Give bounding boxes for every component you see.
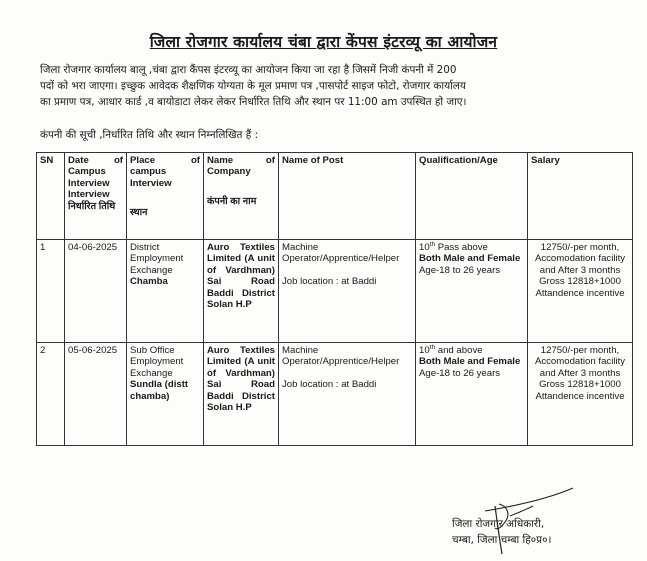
- row2-qualification: [416, 343, 528, 446]
- table-row: [37, 240, 633, 343]
- row2-qual-num: 10: [419, 345, 430, 356]
- row2-date: 05-06-2025: [65, 343, 127, 446]
- row1-date: 04-06-2025: [65, 240, 127, 343]
- row2-sn: 2: [37, 343, 65, 446]
- row2-post: [279, 343, 416, 446]
- row1-age: Age-18 to 26 years: [419, 264, 501, 276]
- row1-qualification: [416, 240, 528, 343]
- row1-post: [279, 240, 416, 343]
- header-sn: SN: [37, 153, 65, 240]
- row2-salary: 12750/-per month, Accomodation facility and After 3 months Gross 12818+1000 Attandence incentive: [528, 343, 633, 446]
- header-date: [65, 153, 127, 240]
- table-header-row: [37, 153, 633, 240]
- row2-qual-rest: and above: [435, 345, 483, 356]
- row1-gender: Both Male and Female: [419, 253, 521, 265]
- signature-title: जिला रोजगार अधिकारी,: [452, 518, 545, 530]
- row2-qual-sup: th: [429, 343, 436, 351]
- row1-sn: 1: [37, 240, 65, 343]
- row1-job-location: Job location : at Baddi: [282, 276, 377, 288]
- row2-place: [127, 343, 204, 446]
- header-place-hindi: स्थान: [130, 207, 148, 219]
- header-salary: Salary: [528, 153, 633, 240]
- row2-age: Age-18 to 26 years: [419, 367, 501, 379]
- row2-qual-line: [419, 345, 524, 356]
- row1-qual-rest: Pass above: [435, 242, 488, 253]
- row1-place-bold: Chamba: [130, 276, 168, 288]
- row2-place-text: Sub Office Employment Exchange: [130, 345, 184, 379]
- signature-block: [452, 516, 551, 548]
- list-intro: कंपनी की सूची ,निर्धारित तिथि और स्थान निम्नलिखित हैं :: [40, 129, 259, 141]
- row1-qual-num: 10: [419, 242, 430, 253]
- table-row: [37, 343, 633, 446]
- header-post: Name of Post: [279, 153, 416, 240]
- header-qualification: Qualification/Age: [416, 153, 528, 240]
- header-date-hindi: निर्धारित तिथि: [68, 200, 116, 212]
- row2-place-bold: Sundla (distt chamba): [130, 379, 189, 402]
- row1-qual-sup: th: [429, 240, 436, 248]
- header-company-hindi: कंपनी का नाम: [207, 195, 257, 207]
- interview-table: [36, 152, 633, 446]
- row2-company: Auro Textiles Limited (A unit of Vardhman) Sai Road Baddi District Solan H.P: [204, 343, 279, 446]
- header-company: [204, 153, 279, 240]
- intro-line-2: पदों को भरा जाएगा। इच्छुक आवेदक शैक्षणिक योग्यता के मूल प्रमाण पत्र ,पासपोर्ट साइज फोटो, रोजगार कार्यालय: [40, 80, 466, 92]
- header-place: [127, 153, 204, 240]
- row2-gender: Both Male and Female: [419, 356, 521, 368]
- row1-place: [127, 240, 204, 343]
- header-company-label: Name of Company: [207, 155, 275, 178]
- row1-qual-line: [419, 242, 524, 253]
- page-title: जिला रोजगार कार्यालय चंबा द्वारा केंपस इंटरव्यू का आयोजन: [149, 33, 498, 51]
- intro-line-1: जिला रोजगार कार्यालय बालू ,चंबा द्वारा कैंपस इंटरव्यू का आयोजन किया जा रहा है जिसमें निजी कंपनी में 200: [40, 64, 457, 76]
- row1-place-text: District Employment Exchange: [130, 242, 184, 276]
- header-place-label: Place of campus Interview: [130, 155, 200, 189]
- row1-post-name: Machine Operator/Apprentice/Helper: [282, 242, 400, 265]
- row1-company: Auro Textiles Limited (A unit of Vardhman) Sai Road Baddi District Solan H.P: [204, 240, 279, 343]
- intro-line-3: का प्रमाण पत्र, आधार कार्ड ,व बायोडाटा लेकर लेकर निर्धारित तिथि और स्थान पर 11:00 am उपस्थित हो जाए।: [40, 96, 467, 108]
- header-date-label: Date of Campus Interview Interview: [68, 155, 123, 201]
- row2-job-location: Job location : at Baddi: [282, 379, 377, 391]
- intro-paragraph: [40, 62, 610, 110]
- row2-post-name: Machine Operator/Apprentice/Helper: [282, 345, 400, 368]
- row1-salary: 12750/-per month, Accomodation facility and After 3 months Gross 12818+1000 Attandence incentive: [528, 240, 633, 343]
- signature-address: चम्बा, जिला चम्बा हि०प्र०।: [452, 534, 552, 546]
